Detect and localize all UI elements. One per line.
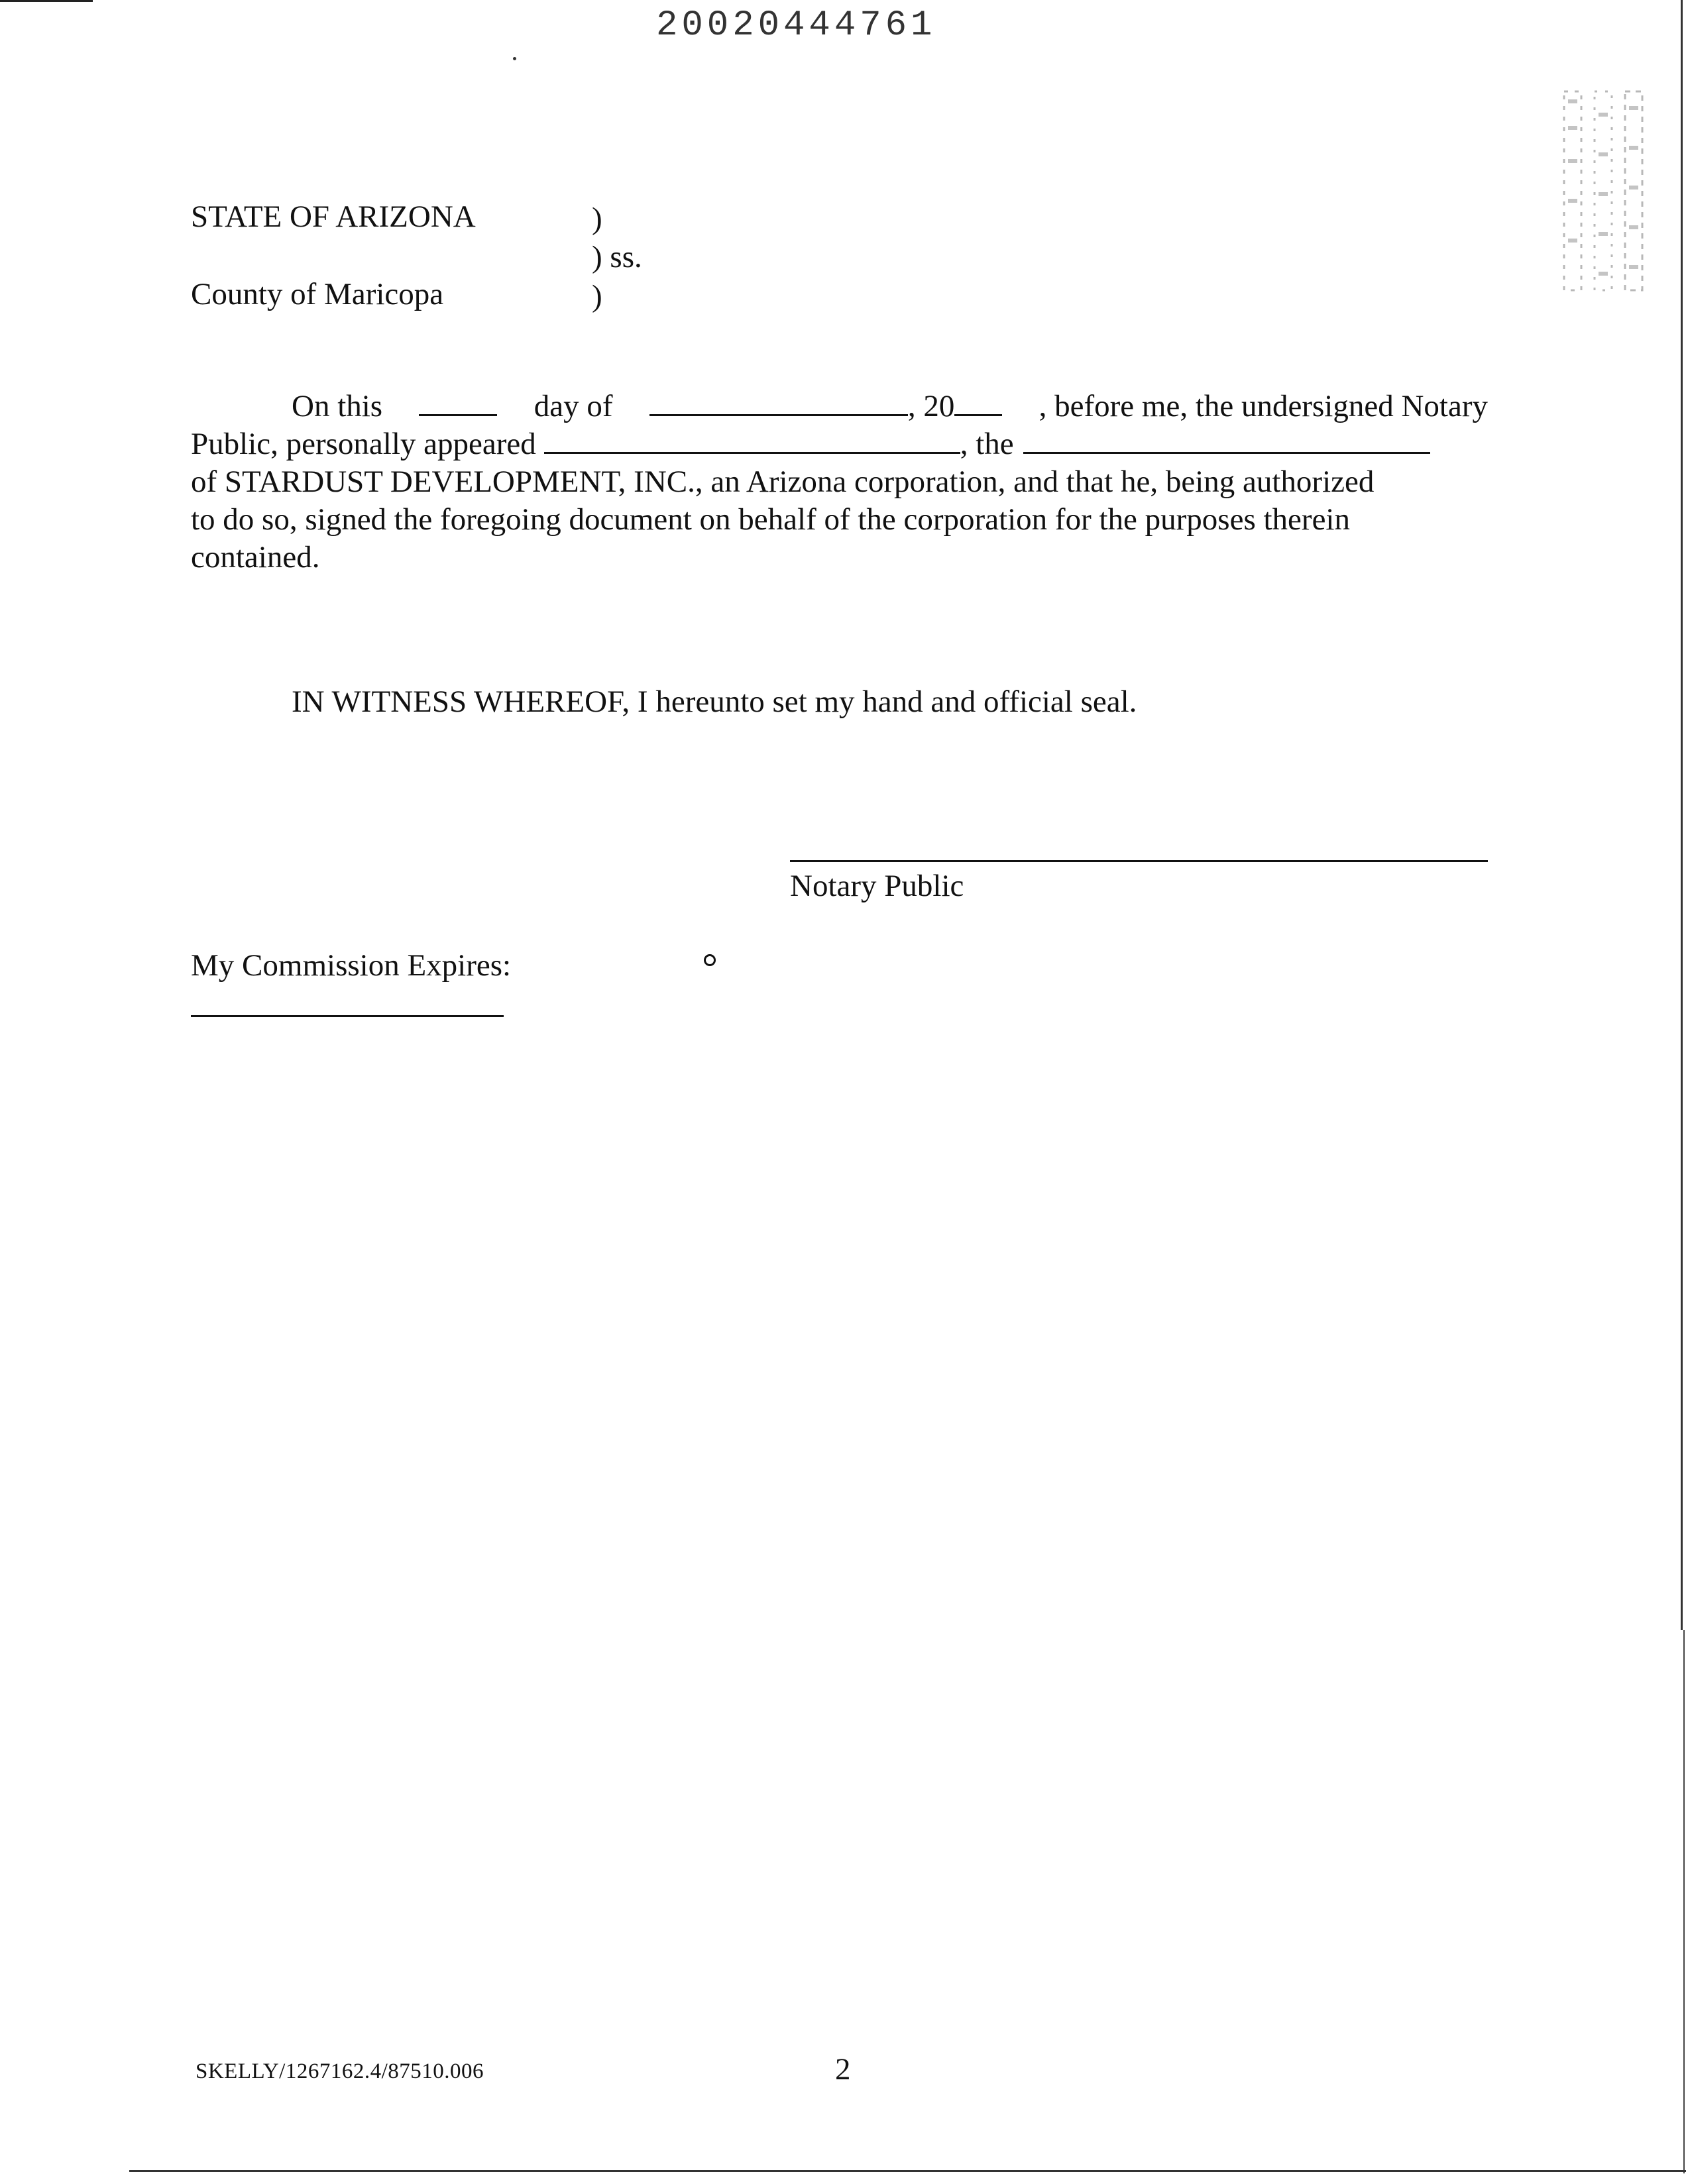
page-number: 2 [835,2052,851,2087]
ack-on-this: On this [292,389,383,423]
ack-public-appeared: Public, personally appeared [191,427,536,461]
ack-line-1 [191,388,1488,425]
commission-expires-label: My Commission Expires: [191,948,512,983]
ack-line-3: of STARDUST DEVELOPMENT, INC., an Arizona corporation, and that he, being authorized [191,464,1375,499]
notary-public-label: Notary Public [790,869,964,903]
venue-state: STATE OF ARIZONA [191,199,476,234]
small-circle-mark [704,954,716,966]
ack-month-blank [649,388,908,416]
ack-line-4: to do so, signed the foregoing document on behalf of the corporation for the purposes therein [191,502,1350,537]
recorder-stamp-image [1544,86,1677,298]
venue-ss: ) ss. [592,240,642,274]
venue-paren-top: ) [592,201,602,236]
scan-bottom-rule [129,2170,1686,2172]
stray-mark [513,57,516,60]
acknowledgment-paragraph [191,388,1488,576]
ack-day-of: day of [534,389,613,423]
ack-line-5: contained. [191,540,320,574]
ack-year-blank [954,388,1002,416]
witness-clause: IN WITNESS WHEREOF, I hereunto set my hand and official seal. [292,684,1137,719]
ack-comma-20: , 20 [907,389,955,423]
venue-paren-bottom: ) [592,279,602,313]
commission-date-line [191,1015,504,1017]
ack-name-blank [544,425,960,454]
scan-top-rule [0,0,93,2]
notary-signature-line [790,860,1488,862]
venue-county: County of Maricopa [191,277,444,311]
ack-title-blank [1023,425,1430,454]
recording-number: 20020444761 [656,5,936,46]
scan-right-border-lower [1683,1630,1685,2173]
ack-comma-the: , the [960,427,1014,461]
ack-before-me: , before me, the undersigned Notary [1039,389,1488,423]
document-reference: SKELLY/1267162.4/87510.006 [196,2059,484,2083]
scan-right-border [1681,0,1683,1630]
ack-day-blank [419,388,497,416]
ack-line-2 [191,425,1488,463]
